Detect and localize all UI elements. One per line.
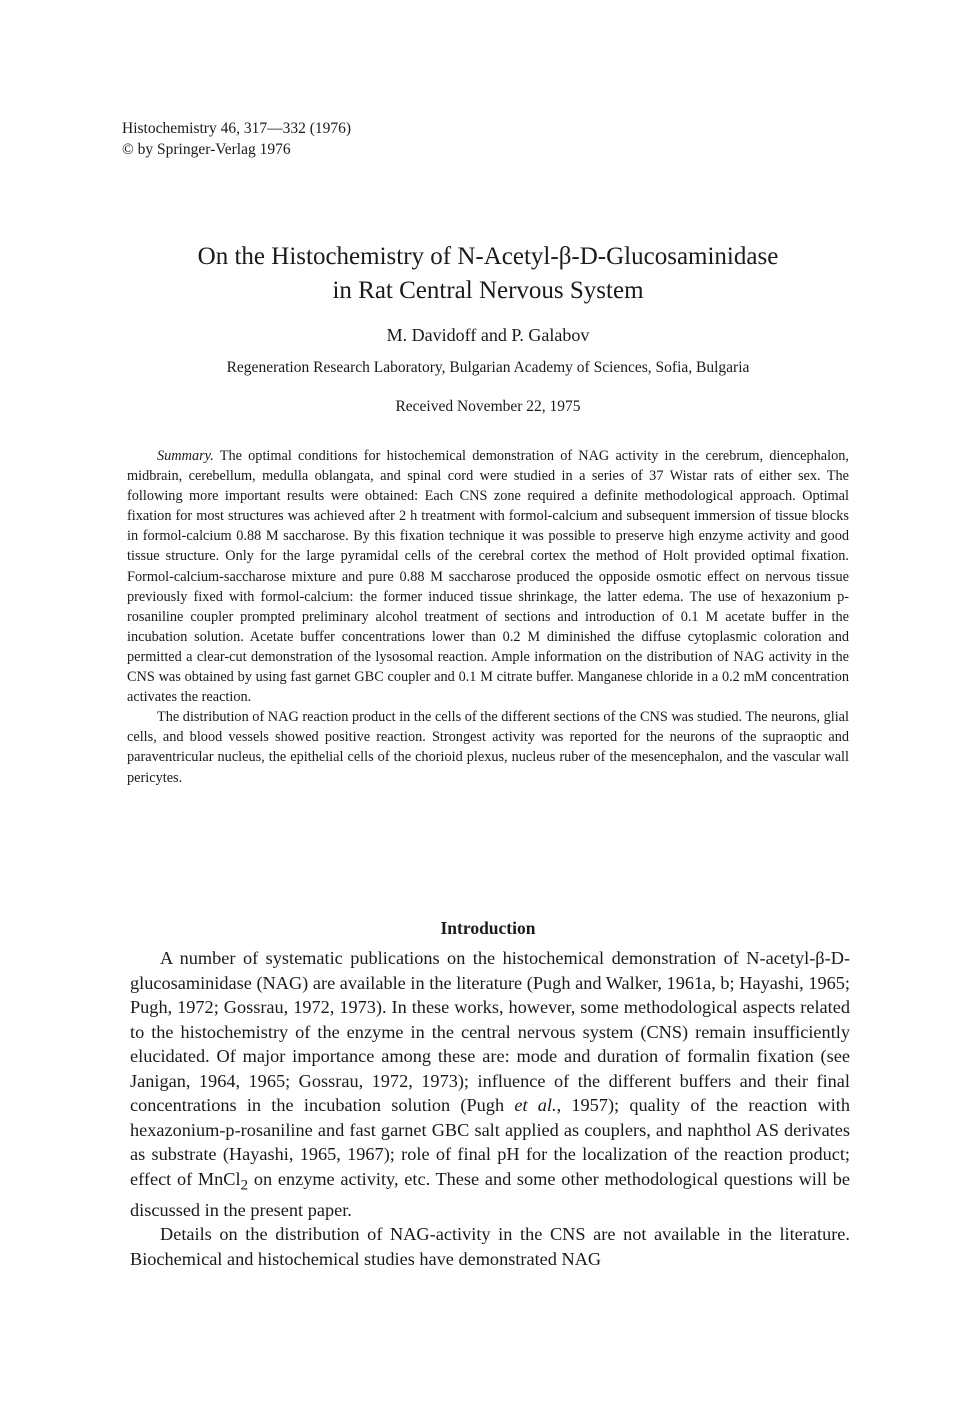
body-text-segment: A number of systematic publications on the histochemical demonstration of N-acetyl-β-D-glucosaminidase (NAG) are available in the literature (Pugh and Walker, 1961a, b; Hayashi, 1965; Pugh, 1972; Gossrau, 1972, 1973). In these works, however, some methodological aspects related to the histochemistry of the enzyme in the central nervous system (CNS) remain insufficiently elucidated. Of major importance among these are: mode and duration of formalin fixation (see Janigan, 1964, 1965; Gossrau, 1972, 1973); influence of the different buffers and their final concentrations in the incubation solution (Pugh xyxy=(130,948,850,1115)
abstract-text-1: The optimal conditions for histochemical demonstration of NAG activity in the cerebrum, diencephalon, midbrain, cerebellum, medulla oblangata, and spinal cord were studied in a series of 37 Wistar rats of either sex. The following more important results were obtained: Each CNS zone required a definite methodological approach. Optimal fixation for most structures was achieved after 2 h treatment with formol-calcium and subsequent immersion of tissue blocks in formol-calcium 0.88 M saccharose. By this fixation technique it was possible to preserve high enzyme activity and good tissue structure. Only for the large pyramidal cells of the cerebral cortex the method of Holt provided optimal fixation. Formol-calcium-saccharose mixture and pure 0.88 M saccharose produced the opposide osmotic effect on nervous tissue previously fixed with formol-calcium: the former induced tissue shrinkage, the latter edema. The use of hexazonium p-rosaniline coupler prompted preliminary alcohol treatment of sections and introduction of 0.1 M acetate buffer in the incubation solution. Acetate buffer concentrations lower than 0.2 M diminished the diffuse cytoplasmic coloration and permitted a clear-cut demonstration of the lysosomal reaction. Ample information on the distribution of NAG activity in the CNS was obtained by using fast garnet GBC coupler and 0.1 M citrate buffer. Manganese chloride in a 0.2 mM concentration activates the reaction. xyxy=(127,448,849,706)
body-text-segment: , 1957); quality of the reaction with hexazonium-p-rosaniline and fast garnet GBC salt applied as couplers, and naphthol AS derivates as substrate (Hayashi, 1965, 1967); role of final pH for the localization of the reaction product; effect of MnCl xyxy=(130,1095,851,1189)
title-line-2: in Rat Central Nervous System xyxy=(332,277,644,304)
body-text-italic: et al. xyxy=(514,1095,557,1115)
subscript: 2 xyxy=(240,1176,249,1194)
abstract-paragraph xyxy=(127,446,849,707)
author-list: M. Davidoff and P. Galabov xyxy=(386,325,590,345)
affiliation: Regeneration Research Laboratory, Bulgarian Academy of Sciences, Sofia, Bulgaria xyxy=(226,359,750,376)
body-text-segment: on enzyme activity, etc. These and some other methodological questions will be discussed in the present paper. xyxy=(130,1168,850,1220)
abstract-lead: Summary. xyxy=(157,448,214,464)
abstract xyxy=(127,446,849,788)
journal-header xyxy=(122,118,351,160)
copyright-line: © by Springer-Verlag 1976 xyxy=(122,141,291,158)
body-paragraph: Details on the distribution of NAG-activity in the CNS are not available in the literature. Biochemical and histochemical studies have demonstrated NAG xyxy=(130,1224,850,1269)
abstract-paragraph: The distribution of NAG reaction product in the cells of the different sections of the CNS was studied. The neurons, glial cells, and blood vessels showed positive reaction. Strongest activity was reported for the neurons of the supraoptic and paraventricular nucleus, the epithelial cells of the chorioid plexus, nucleus ruber of the mesencephalon, and the vascular wall pericytes. xyxy=(127,709,849,786)
paper-title xyxy=(0,240,976,308)
body-paragraph xyxy=(130,946,850,1222)
journal-citation: Histochemistry 46, 317—332 (1976) xyxy=(122,120,352,137)
section-heading-introduction: Introduction xyxy=(440,918,536,938)
received-date: Received November 22, 1975 xyxy=(395,398,581,415)
title-line-1: On the Histochemistry of N-Acetyl-β-D-Glucosaminidase xyxy=(197,243,779,270)
introduction-body xyxy=(130,946,850,1271)
